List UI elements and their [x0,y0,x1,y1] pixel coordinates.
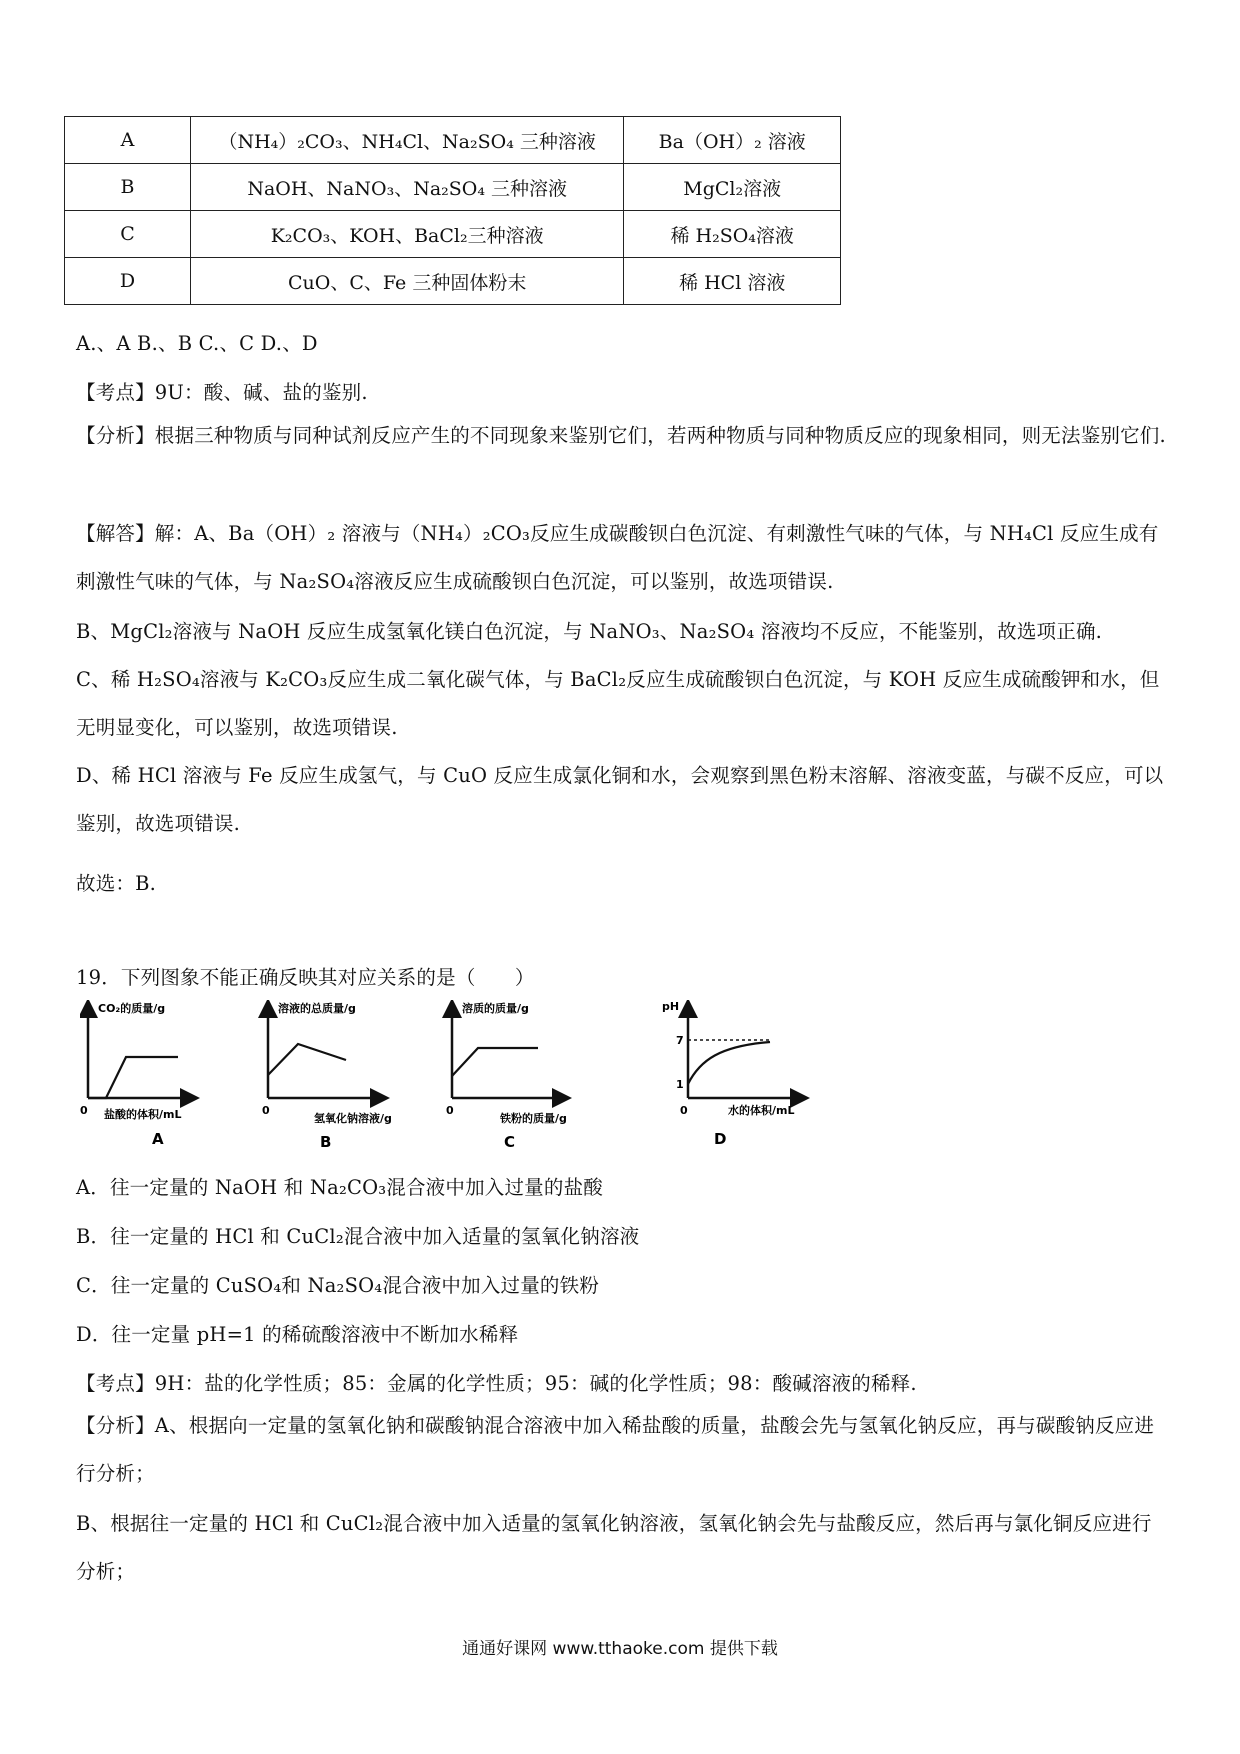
q18-jieda: 【解答】解：A、Ba（OH）₂ 溶液与（NH₄）₂CO₃反应生成碳酸钡白色沉淀、有刺激性气味的气体，与 NH₄Cl 反应生成有刺激性气味的气体，与 Na₂SO₄溶液反应生成硫酸钡白色沉淀，可以鉴别，故选项错误. [76,522,1159,593]
q18-explain-b: B、MgCl₂溶液与 NaOH 反应生成氢氧化镁白色沉淀，与 NaNO₃、Na₂SO₄ 溶液均不反应，不能鉴别，故选项正确. [76,620,1103,643]
q19-graphs [80,1000,840,1150]
table-row [65,117,841,164]
row-items: NaOH、NaNO₃、Na₂SO₄ 三种溶液 [190,164,623,211]
graph-b [262,1001,392,1150]
graph-d-origin: 0 [680,1104,688,1117]
graph-d-xlabel: 水的体积/mL [728,1104,795,1117]
graph-c-letter: C [504,1133,516,1150]
row-reagent: Ba（OH）₂ 溶液 [624,117,841,164]
graph-c-origin: 0 [446,1104,454,1117]
graph-b-ylabel: 溶液的总质量/g [278,1002,356,1015]
graph-c-curve [452,1048,538,1076]
q18-kaodian: 【考点】9U：酸、碱、盐的鉴别. [76,381,368,404]
table-row [65,211,841,258]
q18-answer: 故选：B. [76,872,157,895]
graph-a [80,1001,190,1148]
graph-d-ylabel: pH [662,1000,680,1013]
graph-a-xlabel: 盐酸的体积/mL [104,1108,182,1121]
q19-kaodian: 【考点】9H：盐的化学性质；85：金属的化学性质；95：碱的化学性质；98：酸碱溶液的稀释. [76,1372,917,1395]
graph-a-curve [88,1057,178,1098]
row-reagent: 稀 HCl 溶液 [624,258,841,305]
row-reagent: 稀 H₂SO₄溶液 [624,211,841,258]
row-items: （NH₄）₂CO₃、NH₄Cl、Na₂SO₄ 三种溶液 [190,117,623,164]
graph-d-tick7: 7 [676,1034,684,1047]
graph-c-ylabel: 溶质的质量/g [462,1002,529,1015]
q19-option-c: C．往一定量的 CuSO₄和 Na₂SO₄混合液中加入过量的铁粉 [76,1274,600,1297]
table-row [65,258,841,305]
graph-d-letter: D [714,1130,727,1148]
q19-fenxi-a: 【分析】A、根据向一定量的氢氧化钠和碳酸钠混合溶液中加入稀盐酸的质量，盐酸会先与氢氧化钠反应，再与碳酸钠反应进行分析； [76,1414,1155,1485]
graph-b-origin: 0 [262,1104,270,1117]
graph-c-xlabel: 铁粉的质量/g [500,1112,567,1125]
graph-b-curve [268,1044,346,1075]
graph-d [662,1000,800,1148]
graph-b-xlabel: 氢氧化钠溶液/g [314,1112,392,1125]
page-footer: 通通好课网 www.tthaoke.com 提供下载 [462,1639,778,1659]
reagent-table [64,116,841,305]
q19-option-a: A．往一定量的 NaOH 和 Na₂CO₃混合液中加入过量的盐酸 [76,1176,603,1199]
table-row [65,164,841,211]
row-reagent: MgCl₂溶液 [624,164,841,211]
q19-option-d: D．往一定量 pH=1 的稀硫酸溶液中不断加水稀释 [76,1323,519,1346]
row-label: D [65,258,191,305]
row-items: K₂CO₃、KOH、BaCl₂三种溶液 [190,211,623,258]
graph-a-ylabel: CO₂的质量/g [98,1002,166,1015]
q19-chart-strip [80,1000,840,1150]
graph-c [446,1001,567,1150]
row-label: A [65,117,191,164]
graph-a-origin: 0 [80,1104,88,1117]
q19-stem: 19．下列图象不能正确反映其对应关系的是（ ） [76,966,535,989]
row-items: CuO、C、Fe 三种固体粉末 [190,258,623,305]
q19-fenxi-b: B、根据往一定量的 HCl 和 CuCl₂混合液中加入适量的氢氧化钠溶液，氢氧化钠会先与盐酸反应，然后再与氯化铜反应进行分析； [76,1512,1152,1583]
q18-fenxi: 【分析】根据三种物质与同种试剂反应产生的不同现象来鉴别它们，若两种物质与同种物质反应的现象相同，则无法鉴别它们. [76,424,1166,447]
q18-choices: A.、A B.、B C.、C D.、D [76,332,318,355]
row-label: C [65,211,191,258]
q19-option-b: B．往一定量的 HCl 和 CuCl₂混合液中加入适量的氢氧化钠溶液 [76,1225,640,1248]
q18-explain-d: D、稀 HCl 溶液与 Fe 反应生成氢气，与 CuO 反应生成氯化铜和水，会观察到黑色粉末溶解、溶液变蓝，与碳不反应，可以鉴别，故选项错误. [76,764,1164,835]
graph-b-letter: B [320,1133,332,1150]
row-label: B [65,164,191,211]
q18-explain-c: C、稀 H₂SO₄溶液与 K₂CO₃反应生成二氧化碳气体，与 BaCl₂反应生成硫酸钡白色沉淀，与 KOH 反应生成硫酸钾和水，但无明显变化，可以鉴别，故选项错误. [76,668,1160,739]
graph-a-letter: A [152,1130,164,1148]
graph-d-tick1: 1 [676,1078,684,1091]
graph-d-curve [688,1042,770,1084]
